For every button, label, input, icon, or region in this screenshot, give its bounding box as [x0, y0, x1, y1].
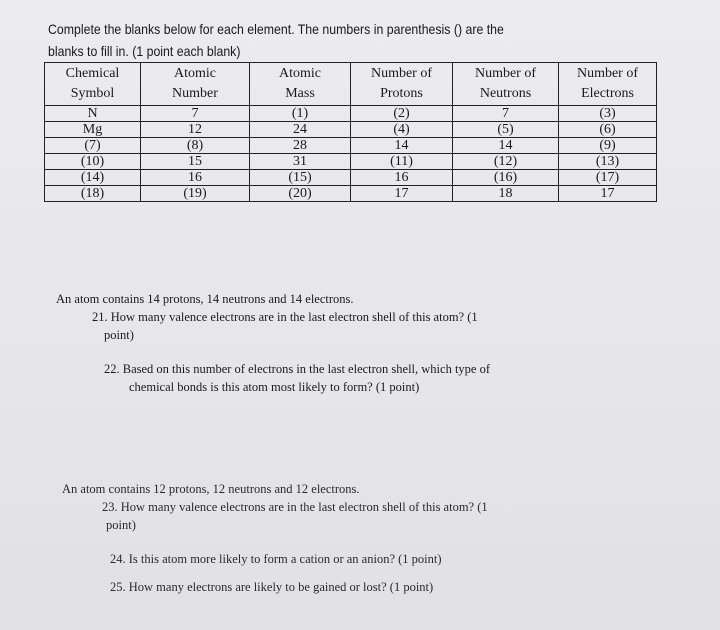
question-block-atom-12	[62, 480, 662, 596]
table-cell: 16	[351, 170, 453, 186]
table-cell: (20)	[250, 186, 351, 202]
table-cell: 12	[141, 122, 250, 138]
table-cell: 17	[559, 186, 657, 202]
question-23-cont: point)	[106, 518, 136, 532]
table-cell: 18	[453, 186, 559, 202]
table-cell: (9)	[559, 138, 657, 154]
table-row	[45, 154, 657, 170]
spacer	[62, 568, 662, 578]
table-cell: (14)	[45, 170, 141, 186]
table-cell: 7	[453, 106, 559, 122]
table-cell: N	[45, 106, 141, 122]
instructions-line-2: blanks to fill in. (1 point each blank)	[48, 43, 241, 59]
question-22: 22. Based on this number of electrons in the last electron shell, which type of	[104, 362, 491, 376]
table-cell: 28	[250, 138, 351, 154]
question-25: 25. How many electrons are likely to be gained or lost? (1 point)	[110, 580, 434, 594]
table-cell: (6)	[559, 122, 657, 138]
table-cell: 7	[141, 106, 250, 122]
spacer	[56, 344, 656, 360]
question-22-cont: chemical bonds is this atom most likely to form? (1 point)	[129, 380, 420, 394]
table-cell: 17	[351, 186, 453, 202]
atom-statement: An atom contains 12 protons, 12 neutrons and 12 electrons.	[62, 482, 360, 496]
table-cell: (11)	[351, 154, 453, 170]
table-cell: (10)	[45, 154, 141, 170]
table-cell: (4)	[351, 122, 453, 138]
table-cell: (12)	[453, 154, 559, 170]
table-cell: 24	[250, 122, 351, 138]
atom-statement: An atom contains 14 protons, 14 neutrons and 14 electrons.	[56, 292, 354, 306]
table-cell: (5)	[453, 122, 559, 138]
table-cell: 14	[351, 138, 453, 154]
table-cell: (18)	[45, 186, 141, 202]
header-electrons: Number of Electrons	[559, 63, 657, 106]
table-row	[45, 186, 657, 202]
table-cell: (8)	[141, 138, 250, 154]
question-23: 23. How many valence electrons are in the last electron shell of this atom? (1	[102, 500, 488, 514]
table-cell: Mg	[45, 122, 141, 138]
table-row	[45, 138, 657, 154]
table-cell: (13)	[559, 154, 657, 170]
header-chemical-symbol: Chemical Symbol	[45, 63, 141, 106]
question-21-cont: point)	[104, 328, 134, 342]
table-row	[45, 106, 657, 122]
table-header-row	[45, 63, 657, 106]
instructions-line-1: Complete the blanks below for each element. The numbers in parenthesis () are the	[48, 21, 504, 37]
table-row	[45, 122, 657, 138]
instructions	[48, 18, 611, 62]
table-cell: (19)	[141, 186, 250, 202]
table-cell: (2)	[351, 106, 453, 122]
question-21: 21. How many valence electrons are in the last electron shell of this atom? (1	[92, 310, 478, 324]
header-atomic-mass: Atomic Mass	[250, 63, 351, 106]
header-protons: Number of Protons	[351, 63, 453, 106]
table-cell: 31	[250, 154, 351, 170]
table-cell: 16	[141, 170, 250, 186]
table-cell: (3)	[559, 106, 657, 122]
elements-table	[44, 62, 657, 202]
header-atomic-number: Atomic Number	[141, 63, 250, 106]
table-cell: 15	[141, 154, 250, 170]
table-cell: 14	[453, 138, 559, 154]
header-neutrons: Number of Neutrons	[453, 63, 559, 106]
table-cell: (1)	[250, 106, 351, 122]
table-cell: (7)	[45, 138, 141, 154]
question-block-atom-14	[56, 290, 656, 396]
spacer	[62, 534, 662, 550]
table-cell: (16)	[453, 170, 559, 186]
table-cell: (15)	[250, 170, 351, 186]
table-row	[45, 170, 657, 186]
table-cell: (17)	[559, 170, 657, 186]
question-24: 24. Is this atom more likely to form a cation or an anion? (1 point)	[110, 552, 442, 566]
